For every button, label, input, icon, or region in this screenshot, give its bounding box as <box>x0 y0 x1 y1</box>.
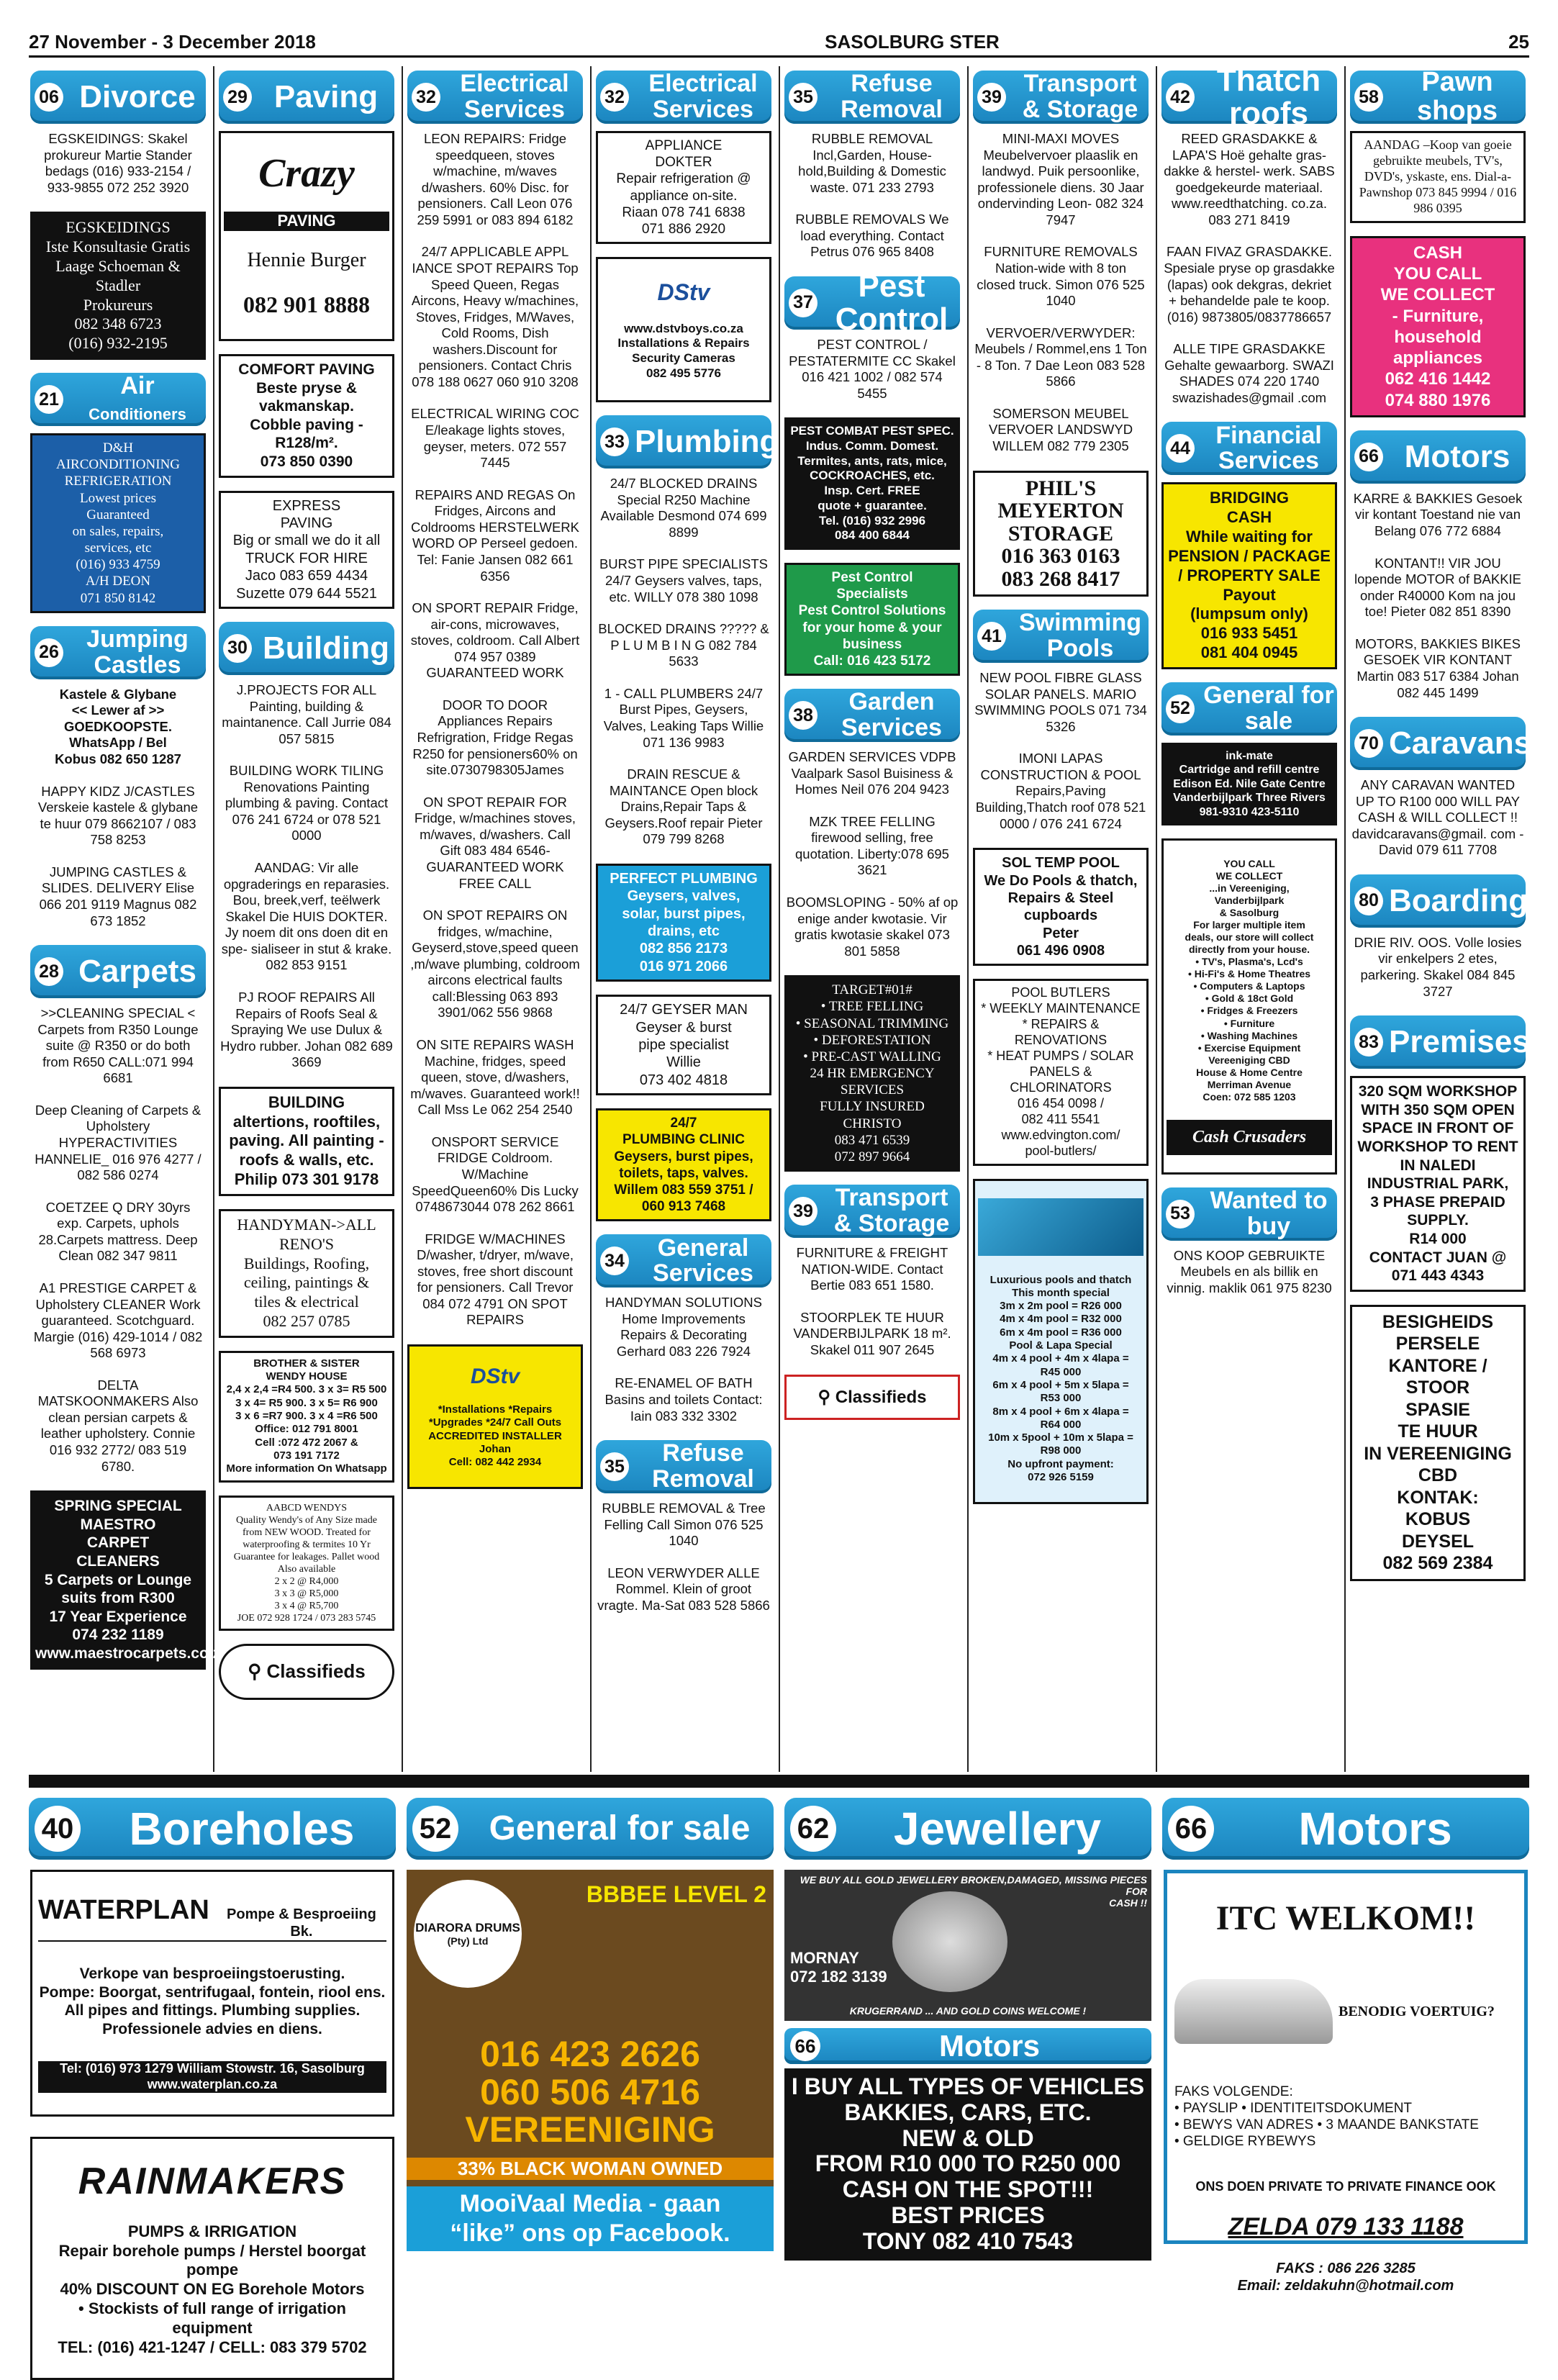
classified-ad: FURNITURE & FREIGHT NATION-WIDE. Contact Bertie 083 651 1580. <box>796 1245 948 1293</box>
display-ad <box>973 1179 1149 1504</box>
category-motors <box>1350 430 1526 484</box>
classified-ad: RUBBLE REMOVAL & Tree Felling Call Simon 076 525 1040 <box>602 1501 766 1549</box>
classified-ad: 1 - CALL PLUMBERS 24/7 Burst Pipes, Geysers, Valves, Leaking Taps Willie 071 136 9983 <box>603 685 764 750</box>
ad-text: WE BUY ALL GOLD JEWELLERY BROKEN,DAMAGED, MISSING PIECES FOR CASH !! <box>800 1874 1147 1909</box>
category-number: 39 <box>789 1197 818 1226</box>
category-carpets <box>30 945 206 998</box>
category-number: 37 <box>789 289 818 317</box>
category-financial-services <box>1161 422 1337 475</box>
column-7 <box>1160 62 1339 1772</box>
display-ad <box>784 1870 1151 2021</box>
classified-ad: DELTA MATSKOONMAKERS Also clean persian carpets & leather upholstery. Connie 016 932 2772/ 083 519 6780. <box>37 1377 199 1474</box>
classified-ad: ON SPOT REPAIRS ON fridges, w/machine, Geyserd,stove,speed queen ,m/wave plumbing, coldroom aircons electrical faults call:Blessing 063 893 3901/062 556 9868 <box>410 908 580 1021</box>
classified-ad: J.PROJECTS FOR ALL Painting, building & maintanence. Call Jurrie 084 057 5815 <box>222 682 391 746</box>
classified-ad: JUMPING CASTLES & SLIDES. DELIVERY Elise 066 201 9119 Magnus 082 673 1852 <box>39 864 197 928</box>
classified-ad: Deep Cleaning of Carpets & Upholstery HYPERACTIVITIES HANNELIE_ 016 976 4277 / 082 586 0274 <box>35 1102 201 1183</box>
display-ad: 24/7 PLUMBING CLINIC Geysers, burst pipes, toilets, taps, valves. Willem 083 559 3751 / 060 913 7468 <box>596 1108 771 1221</box>
category-label: Plumbing <box>635 424 779 460</box>
section-motors <box>1162 1798 1529 2294</box>
ad-text: *Installations *Repairs *Upgrades *24/7 Call Outs ACCREDITED INSTALLER Johan Cell: 082 442 2934 <box>428 1403 562 1469</box>
category-label: General Services <box>653 1234 753 1288</box>
category-label <box>69 374 206 425</box>
category-label: Boarding <box>1389 882 1528 918</box>
magnifier-icon: ⚲ <box>248 1660 262 1683</box>
display-ad: TARGET#01# • TREE FELLING • SEASONAL TRIMMING • DEFORESTATION • PRE-CAST WALLING 24 HR EMERGENCY SERVICES FULLY INSURED CHRISTO 083 471 6539 072 897 9664 <box>784 975 960 1172</box>
column-rule <box>590 66 592 1772</box>
cash-crusaders-logo: Cash Crusaders <box>1167 1120 1332 1155</box>
classified-ad: IMONI LAPAS CONSTRUCTION & POOL Repairs,Paving Building,Thatch roof 078 521 0000 / 076 241 6724 <box>975 751 1146 831</box>
category-label: Swimming Pools <box>1018 609 1142 663</box>
category-label: Electrical Services <box>648 70 758 123</box>
page-header <box>29 29 1529 58</box>
column-rule <box>402 66 403 1772</box>
classified-ad: MINI-MAXI MOVES Meubelvervoer plaaslik en landwyd. Puik persoonlike, professionele diens. 30 Jaar ondervinding Leon- 082 324 7947 <box>977 131 1144 227</box>
category-label: Wanted to buy <box>1210 1186 1328 1240</box>
category-number: 44 <box>1166 434 1195 463</box>
classified-ad: MOTORS, BAKKIES BIKES GESOEK VIR KONTANT Martin 083 517 6384 Johan 082 445 1499 <box>1355 635 1521 700</box>
category-electrical-services <box>596 71 771 124</box>
column-8 <box>1349 66 1532 1772</box>
category-label: Motors <box>1298 1803 1452 1855</box>
category-building <box>219 622 394 675</box>
classified-ad: FAAN FIVAZ GRASDAKKE. Spesiale pryse op grasdakke (lapas) ook dekgras, dekriet + behandelde pale te koop. (016) 9873805/0837786657 <box>1164 244 1335 325</box>
display-ad: EXPRESS PAVING Big or small we do it all TRUCK FOR HIRE Jaco 083 659 4434 Suzette 079 644 5521 <box>219 491 394 609</box>
classified-ad: MZK TREE FELLING firewood selling, free quotation. Liberty:078 695 3621 <box>795 813 949 878</box>
classified-ad: PJ ROOF REPAIRS All Repairs of Roofs Seal & Spraying We use Dulux & Hydro rubber. Johan 082 689 3669 <box>220 989 393 1070</box>
ad-sub: Pompe & Besproeiing Bk. <box>227 1906 376 1940</box>
category-number: 52 <box>1166 694 1195 723</box>
category-divorce <box>30 71 206 124</box>
column-rule <box>1344 66 1346 1772</box>
category-number: 35 <box>789 83 818 112</box>
display-ad: ink-mate Cartridge and refill centre Edison Ed. Nile Gate Centre Vanderbijlpark Three Rivers 981-9310 423-5110 <box>1161 743 1337 826</box>
classified-ad: AANDAG: Vir alle opgraderings en reparasies. Bou, breek,verf, teëlwerk Skakel Die HUIS DOKTER. Jy noem dit ons doen dit en spe- sialiseer in stut & krake. 082 853 9151 <box>221 860 392 973</box>
classified-ad: 24/7 APPLICABLE APPL IANCE SPOT REPAIRS Top Speed Queen, Regas Aircons, Heavy w/machines, Stoves, Fridges, M/Waves, Cold Rooms, Dish washers.Discount for pensioners. Contact Chris 078 188 0627 060 910 3208 <box>411 244 579 389</box>
category-transport-storage <box>784 1185 960 1238</box>
category-number: 66 <box>1168 1806 1214 1852</box>
classified-ad: A1 PRESTIGE CARPET & Upholstery CLEANER Work guaranteed. Scotchguard. Margie (016) 429-1014 / 082 568 6973 <box>33 1280 203 1361</box>
mooivaal-media-ad: MooiVaal Media - gaan “like” ons op Facebook. <box>407 2186 774 2251</box>
classified-ad: BUILDING WORK TILING Renovations Painting plumbing & paving. Contact 076 241 6724 or 078 521 0000 <box>225 763 389 843</box>
display-ad: PHIL'S MEYERTON STORAGE 016 363 0163 083 268 8417 <box>973 471 1149 597</box>
category-label: Jumping Castles <box>86 625 189 679</box>
category-number: 35 <box>600 1452 629 1481</box>
rainmakers-logo: RAINMAKERS <box>78 2160 347 2202</box>
column-rule <box>1156 66 1157 1772</box>
logo-text: Classifieds <box>835 1387 927 1407</box>
ad-contact: MORNAY 072 182 3139 <box>790 1949 887 1986</box>
column-1 <box>29 66 229 1772</box>
category-label: Caravans <box>1389 725 1532 761</box>
ad-footer: KRUGERRAND ... AND GOLD COINS WELCOME ! <box>849 2005 1087 2017</box>
category-label-sub: Conditioners <box>89 405 186 424</box>
classified-ad: GARDEN SERVICES VDPB Vaalpark Sasol Buisiness & Homes Neil 076 204 9423 <box>788 749 956 797</box>
category-jewellery <box>784 1798 1151 1860</box>
section-jewellery <box>784 1798 1151 2258</box>
display-ad <box>30 2137 394 2380</box>
category-general-services <box>596 1234 771 1288</box>
ad-text: Verkope van besproeiingstoerusting. Pompe: Boorgat, sentrifugaal, fontein, riool ens. All pipes and fittings. Plumbing supplies. Professionele advies en diens. <box>39 1965 386 2037</box>
category-label: Building <box>263 630 389 666</box>
category-swimming-pools <box>973 610 1149 663</box>
display-ad: SOL TEMP POOL We Do Pools & thatch, Repairs & Steel cupboards Peter 061 496 0908 <box>973 848 1149 966</box>
ad-text: FAKS VOLGENDE: • PAYSLIP • IDENTITEITSDOKUMENT • BEWYS VAN ADRES • 3 MAANDE BANKSTATE • GELDIGE RYBEWYS <box>1174 2083 1479 2150</box>
column-3 <box>406 66 584 1772</box>
issue-date: 27 November - 3 December 2018 <box>29 31 316 53</box>
category-electrical-services <box>407 71 583 124</box>
page-number: 25 <box>1508 31 1529 53</box>
display-ad: I BUY ALL TYPES OF VEHICLES BAKKIES, CARS, ETC. NEW & OLD FROM R10 000 TO R250 000 CASH ON THE SPOT!!! BEST PRICES TONY 082 410 7543 <box>784 2068 1151 2261</box>
display-ad <box>407 1870 774 2251</box>
category-number: 21 <box>35 385 63 414</box>
classified-ad: STOORPLEK TE HUUR VANDERBIJLPARK 18 m². Skakel 011 907 2645 <box>793 1309 951 1357</box>
ad-sub: PAVING <box>224 212 389 231</box>
ad-phones: 016 423 2626 060 506 4716 VEREENIGING <box>465 2034 715 2150</box>
display-ad <box>30 1870 394 2117</box>
classifieds-logo <box>219 1644 394 1700</box>
classified-ad: DRIE RIV. OOS. Volle losies vir enkelpers 2 etes, parkering. Skakel 084 845 3727 <box>1354 934 1522 999</box>
classified-ad: >>CLEANING SPECIAL < Carpets from R350 Lounge suite @ R350 or do both from R650 CALL:071 994 6681 <box>37 1005 199 1086</box>
classified-ad: ANY CARAVAN WANTED UP TO R100 000 WILL PAY CASH & WILL COLLECT !! davidcaravans@gmail. com -David 079 611 7708 <box>1351 777 1524 858</box>
ad-note: ONS DOEN PRIVATE TO PRIVATE FINANCE OOK <box>1195 2178 1496 2194</box>
display-ad: CASH YOU CALL WE COLLECT - Furniture, household appliances 062 416 1442 074 880 1976 <box>1350 236 1526 417</box>
category-paving <box>219 71 394 124</box>
display-ad: AABCD WENDYS Quality Wendy's of Any Size made from NEW WOOD. Treated for waterproofing & termites 10 Yr Guarantee for leakages. Pallet wood Also available 2 x 2 @ R4,000 3 x 3 @ R5,000 3 x 4 @ R5,700 JOE 072 928 1724 / 073 283 5745 <box>219 1496 394 1632</box>
column-2 <box>217 66 396 1772</box>
category-number: 32 <box>600 83 629 112</box>
drums-logo <box>414 1880 522 1988</box>
category-label: Paving <box>273 78 379 114</box>
category-boreholes <box>29 1798 396 1860</box>
classified-ad: REPAIRS AND REGAS On Fridges, Aircons and Coldrooms HERSTELWERK WORD OP Perseel gedoen. Tel: Fanie Jansen 082 661 6356 <box>410 487 580 584</box>
category-caravans <box>1350 717 1532 770</box>
category-motors <box>784 2028 1151 2064</box>
classified-ad: FURNITURE REMOVALS Nation-wide with 8 ton closed truck. Simon 076 525 1040 <box>977 244 1145 309</box>
column-rule <box>779 66 780 1772</box>
category-number: 70 <box>1354 729 1383 758</box>
magnifier-icon: ⚲ <box>818 1387 831 1407</box>
car-icon <box>1174 1979 1333 2044</box>
display-ad <box>596 257 771 402</box>
category-number: 28 <box>35 957 63 986</box>
display-ad: PERFECT PLUMBING Geysers, valves, solar, burst pipes, drains, etc 082 856 2173 016 971 2066 <box>596 864 771 982</box>
ad-text: www.dstvboys.co.za Installations & Repairs Security Cameras 082 495 5776 <box>617 321 750 380</box>
classified-ad: PEST CONTROL / PESTATERMITE CC Skakel 016 421 1002 / 082 574 5455 <box>789 336 956 401</box>
display-ad <box>1164 1870 1528 2294</box>
category-pawn-shops <box>1350 67 1526 126</box>
krugerrand-coin-icon <box>892 1891 1007 1992</box>
category-number: 41 <box>977 622 1006 651</box>
category-general-for-sale <box>407 1798 774 1860</box>
category-label: Pawn shops <box>1417 67 1498 126</box>
classified-ad: NEW POOL FIBRE GLASS SOLAR PANELS. MARIO SWIMMING POOLS 071 734 5326 <box>974 670 1147 734</box>
category-jumping-castles <box>30 626 206 679</box>
display-ad: AANDAG –Koop van goeie gebruikte meubels, TV's, DVD's, yskaste, ens. Dial-a-Pawnshop 073 845 9994 / 016 986 0395 <box>1350 131 1526 223</box>
classified-ad: COETZEE Q DRY 30yrs exp. Carpets, uphols 28.Carpets mattress. Deep Clean 082 347 9811 <box>38 1199 198 1264</box>
logo-text: Classifieds <box>266 1660 366 1683</box>
category-number: 39 <box>977 83 1006 112</box>
classified-ad: Kastele & Glybane << Lewer af >> GOEDKOOPSTE. WhatsApp / Bel Kobus 082 650 1287 <box>55 686 181 767</box>
category-label: Electrical Services <box>460 70 569 123</box>
category-number: 30 <box>223 634 252 663</box>
display-ad: BRIDGING CASH While waiting for PENSION / PACKAGE / PROPERTY SALE Payout (lumpsum only) 016 933 5451 081 404 0945 <box>1161 482 1337 669</box>
classified-ad: BOOMSLOPING - 50% af op enige ander kwotasie. Vir gratis kwotasie skakel 073 801 5858 <box>786 895 959 959</box>
category-number: 62 <box>790 1806 836 1852</box>
category-number: 26 <box>35 638 63 667</box>
display-ad: D&H AIRCONDITIONING REFRIGERATION Lowest prices Guaranteed on sales, repairs, services, etc (016) 933 4759 A/H DEON 071 850 8142 <box>30 433 206 613</box>
category-label: Garden Services <box>841 688 942 742</box>
classified-ad: DOOR TO DOOR Appliances Repairs Refrigration, Fridge Regas R250 for pensioners60% on site.0730798305James <box>412 697 578 778</box>
category-label: Jewellery <box>893 1803 1102 1855</box>
category-label: Thatch roofs <box>1216 62 1321 131</box>
category-label: Financial Services <box>1215 421 1322 475</box>
display-ad: HANDYMAN->ALL RENO'S Buildings, Roofing, ceiling, paintings & tiles & electrical 082 257 0785 <box>219 1209 394 1338</box>
category-premises <box>1350 1015 1530 1069</box>
category-motors <box>1162 1798 1529 1860</box>
classified-ad: VERVOER/VERWYDER: Meubels / Rommel,ens 1 Ton - 8 Ton. 7 Dae Leon 083 528 5866 <box>974 325 1147 389</box>
category-thatch-roofs <box>1161 62 1337 131</box>
ad-name: Hennie Burger <box>247 249 366 271</box>
classified-ad: ALLE TIPE GRASDAKKE Gehalte gewaarborg. SWAZI SHADES 074 220 1740 swazishades@gmail .com <box>1164 341 1334 405</box>
ad-brand: Crazy <box>258 151 355 196</box>
itc-title: ITC WELKOM!! <box>1215 1899 1476 1938</box>
display-ad: APPLIANCE DOKTER Repair refrigeration @ appliance on-site. Riaan 078 741 6838 071 886 2920 <box>596 131 771 244</box>
display-ad <box>219 131 394 341</box>
classified-ad: DRAIN RESCUE & MAINTANCE Open block Drains,Repair Taps & Geysers.Roof repair Pieter 079 799 8268 <box>604 766 763 847</box>
category-general-for-sale <box>1161 682 1337 736</box>
display-ad <box>1161 838 1337 1174</box>
ad-contact: ZELDA 079 133 1188 <box>1228 2213 1464 2241</box>
classified-ad: SOMERSON MEUBEL VERVOER LANDSWYD WILLEM 082 779 2305 <box>988 405 1133 453</box>
section-boreholes <box>29 1798 396 2356</box>
classified-ad: ON SPOT REPAIR FOR Fridge, w/machines stoves, m/waves, d/washers. Call Gift 083 484 6546- GUARANTEED WORK FREE CALL <box>414 794 576 891</box>
classified-ad: LEON VERWYDER ALLE Rommel. Klein of groot vragte. Ma-Sat 083 528 5866 <box>597 1565 770 1613</box>
classified-ad: ON SPORT REPAIR Fridge, air-cons, microwaves, stoves, coldroom. Call Albert 074 957 0389 GUARANTEED WORK <box>410 600 580 681</box>
category-wanted-to-buy <box>1161 1187 1337 1241</box>
classified-ad: REED GRASDAKKE & LAPA'S Hoë gehalte gras- dakke & herstel- werk. SABS goedgekeurde materiaal. www.reedthatching. co.za. 083 271 8419 <box>1164 131 1335 227</box>
category-label: Divorce <box>79 78 196 114</box>
category-label: General for sale <box>1203 682 1334 735</box>
classified-ad: RUBBLE REMOVALS We load everything. Contact Petrus 076 965 8408 <box>795 212 949 260</box>
category-label: Refuse Removal <box>652 1439 754 1493</box>
classified-ad: KONTANT!! VIR JOU lopende MOTOR of BAKKIE onder R40000 Kom na jou toe! Pieter 082 851 8390 <box>1354 555 1522 620</box>
category-number: 38 <box>789 701 818 730</box>
display-ad: PEST COMBAT PEST SPEC. Indus. Comm. Domest. Termites, ants, rats, mice, COCKROACHES, etc. Insp. Cert. FREE quote + guarantee. Tel. (016) 932 2996 084 400 6844 <box>784 417 960 550</box>
ad-text: PUMPS & IRRIGATION Repair borehole pumps / Herstel boorgat pompe 40% DISCOUNT ON EG Borehole Motors • Stockists of full range of irrigation equipment TEL: (016) 421-1247 / CELL: 083 379 5702 <box>58 2222 367 2356</box>
classified-ad: RE-ENAMEL OF BATH Basins and toilets Contact: Iain 083 332 3302 <box>604 1375 763 1424</box>
display-ad: EGSKEIDINGS Iste Konsultasie Gratis Laage Schoeman & Stadler Prokureurs 082 348 6723 (016) 932-2195 <box>30 212 206 360</box>
category-label: Boreholes <box>129 1803 355 1855</box>
ad-fax-email: FAKS : 086 226 3285 Email: zeldakuhn@hotmail.com <box>1237 2261 1454 2294</box>
classified-ad: ONSPORT SERVICE FRIDGE Coldroom. W/Machine SpeedQueen60% Dis Lucky 0748673044 078 262 8661 <box>412 1134 579 1215</box>
category-number: 66 <box>790 2031 820 2061</box>
classified-ad: ON SITE REPAIRS WASH Machine, fridges, speed queen, stove, d/washers, m/waves. Guaranteed work!! Call Mss Le 062 254 2540 <box>410 1037 580 1118</box>
display-ad: COMFORT PAVING Beste pryse & vakmanskap. Cobble paving - R128/m². 073 850 0390 <box>219 354 394 478</box>
category-number: 29 <box>223 83 252 112</box>
column-rule <box>213 66 214 1772</box>
category-number: 40 <box>35 1806 81 1852</box>
category-label: General for sale <box>489 1809 751 1847</box>
category-pest-control <box>784 268 960 337</box>
column-4 <box>594 66 779 1772</box>
category-label: Motors <box>939 2029 1040 2063</box>
classified-ad: KARRE & BAKKIES Gesoek vir kontant Toestand nie van Belang 076 772 6884 <box>1353 490 1523 539</box>
classified-ad: EGSKEIDINGS: Skakel prokureur Martie Stander bedags (016) 933-2154 / 933-9855 072 252 3920 <box>44 131 192 195</box>
classified-ad: 24/7 BLOCKED DRAINS Special R250 Machine Available Desmond 074 699 8899 <box>600 476 767 540</box>
category-number: 32 <box>412 83 440 112</box>
display-ad: BROTHER & SISTER WENDY HOUSE 2,4 x 2,4 =R4 500. 3 x 3= R5 500 3 x 4= R5 900. 3 x 5= R6 900 3 x 6 =R7 900. 3 x 4 =R6 500 Office: 012 791 8001 Cell :072 472 2067 & 073 191 7172 More information On Whatsapp <box>219 1351 394 1483</box>
category-number: 34 <box>600 1246 629 1275</box>
ad-sub: BENODIG VOERTUIG? <box>1339 2004 1495 2020</box>
category-label: Premises <box>1389 1024 1530 1060</box>
pool-photo <box>978 1198 1143 1256</box>
category-label: Carpets <box>78 953 196 989</box>
classified-ad: ELECTRICAL WIRING COC E/leakage lights stoves, geyser, meters. 072 557 7445 <box>411 406 579 471</box>
display-ad: SPRING SPECIAL MAESTRO CARPET CLEANERS 5 Carpets or Lounge suits from R300 17 Year Experience 074 232 1189 www.maestrocarpets.co.za <box>30 1490 206 1669</box>
ad-contact: Tel: (016) 973 1279 William Stowstr. 16, Sasolburg www.waterplan.co.za <box>38 2061 386 2093</box>
category-transport-storage <box>973 71 1149 124</box>
logo-text: DIARORA DRUMS <box>415 1921 520 1935</box>
display-ad: Pest Control Specialists Pest Control Solutions for your home & your business Call: 016 423 5172 <box>784 563 960 676</box>
logo-sub: (Pty) Ltd <box>447 1935 489 1947</box>
category-label: Transport & Storage <box>833 1184 950 1238</box>
dstv-logo: DStv <box>470 1365 520 1389</box>
classified-ad: RUBBLE REMOVAL Incl,Garden, House- hold,Building & Domestic waste. 071 233 2793 <box>798 131 946 195</box>
ad-sub: 33% BLACK WOMAN OWNED <box>407 2158 774 2180</box>
category-number: 42 <box>1166 83 1195 112</box>
section-general-for-sale <box>407 1798 774 2258</box>
category-label-main: Air <box>120 372 155 400</box>
display-ad <box>407 1344 583 1489</box>
classified-ad: HAPPY KIDZ J/CASTLES Verskeie kastele & glybane te huur 079 8662107 / 083 758 8253 <box>37 783 199 848</box>
ad-phone: 082 901 8888 <box>243 291 370 317</box>
category-number: 66 <box>1354 443 1383 471</box>
classified-ad: HANDYMAN SOLUTIONS Home Improvements Repairs & Decorating Gerhard 083 226 7924 <box>605 1295 762 1359</box>
category-number: 58 <box>1354 83 1383 112</box>
classified-ad: BLOCKED DRAINS ????? & P L U M B I N G 082 784 5633 <box>598 621 769 669</box>
column-5 <box>783 66 961 1772</box>
category-number: 06 <box>35 83 63 112</box>
waterplan-logo: WATERPLAN <box>38 1894 209 1925</box>
display-ad: 320 SQM WORKSHOP WITH 350 SQM OPEN SPACE IN FRONT OF WORKSHOP TO RENT IN NALEDI INDUSTRIAL PARK, 3 PHASE PREPAID SUPPLY. R14 000 CONTACT JUAN @ 071 443 4343 <box>1350 1076 1526 1292</box>
dstv-logo: DStv <box>657 279 710 305</box>
category-label: Refuse Removal <box>841 70 943 123</box>
category-label: Transport & Storage <box>1022 70 1138 123</box>
column-rule <box>967 66 969 1772</box>
category-number: 53 <box>1166 1200 1195 1229</box>
category-number: 80 <box>1354 887 1383 915</box>
display-ad: POOL BUTLERS * WEEKLY MAINTENANCE * REPAIRS & RENOVATIONS * HEAT PUMPS / SOLAR PANELS & CHLORINATORS 016 454 0098 / 082 411 5541 www.edvington.com/ pool-butlers/ <box>973 979 1149 1165</box>
classified-ad: LEON REPAIRS: Fridge speedqueen, stoves w/machine, m/waves d/washers. 60% Disc. for pensioners. Call Leon 076 259 5991 or 083 894 6182 <box>417 131 574 227</box>
classifieds-logo <box>784 1375 960 1420</box>
section-divider <box>29 1775 1529 1788</box>
paper-name: SASOLBURG STER <box>825 31 1000 53</box>
bbbee-level: BBBEE LEVEL 2 <box>586 1881 766 1907</box>
category-air-conditioners <box>30 373 206 426</box>
classified-ad: FRIDGE W/MACHINES D/washer, t/dryer, m/wave, stoves, free short discount for pensioners. Call Trevor 084 072 4791 ON SPOT REPAIRS <box>417 1231 574 1328</box>
category-label: Pest Control <box>835 268 948 337</box>
ad-text: YOU CALL WE COLLECT ...in Vereeniging, Vanderbijlpark & Sasolburg For larger multiple item deals, our store will collect directly from your house. • TV's, Plasma's, Lcd's • Hi-Fi's & Home Theatres • Computers & Laptops • Gold & 18ct Gold • Fridges & Freezers • Furniture • Washing Machines • Exercise Equipment Vereeniging CBD House & Home Centre Merriman Avenue Coen: 072 585 1203 <box>1185 857 1314 1103</box>
classified-ad: BURST PIPE SPECIALISTS 24/7 Geysers valves, taps, etc. WILLY 078 380 1098 <box>599 556 769 605</box>
category-boarding <box>1350 874 1526 928</box>
category-number: 83 <box>1354 1028 1383 1056</box>
category-garden-services <box>784 689 960 742</box>
category-label: Motors <box>1404 438 1511 474</box>
display-ad: BUILDING altertions, rooftiles, paving. All painting - roofs & walls, etc. Philip 073 301 9178 <box>219 1087 394 1196</box>
category-refuse-removal <box>784 71 960 124</box>
classified-ad: ONS KOOP GEBRUIKTE Meubels en als billik en vinnig. maklik 061 975 8230 <box>1167 1247 1332 1295</box>
ad-text: Luxurious pools and thatch This month special 3m x 2m pool = R26 000 4m x 4m pool = R32 000 6m x 4m pool = R36 000 Pool & Lapa Special 4m x 4 pool + 4m x 4lapa = R45 000 6m x 4 pool + 5m x 5lapa = R53 000 8m x 4 pool + 6m x 4lapa = R64 000 10m x 5pool + 10m x 5lapa = R98 000 No upfront payment: 072 926 5159 <box>988 1273 1133 1483</box>
display-ad: 24/7 GEYSER MAN Geyser & burst pipe specialist Willie 073 402 4818 <box>596 995 771 1095</box>
category-number: 33 <box>600 427 629 456</box>
category-number: 52 <box>412 1806 458 1852</box>
display-ad: BESIGHEIDS PERSELE KANTORE / STOOR SPASIE TE HUUR IN VEREENIGING CBD KONTAK: KOBUS DEYSEL 082 569 2384 <box>1350 1305 1526 1581</box>
column-6 <box>972 66 1150 1772</box>
category-plumbing <box>596 415 779 469</box>
category-refuse-removal <box>596 1440 771 1493</box>
